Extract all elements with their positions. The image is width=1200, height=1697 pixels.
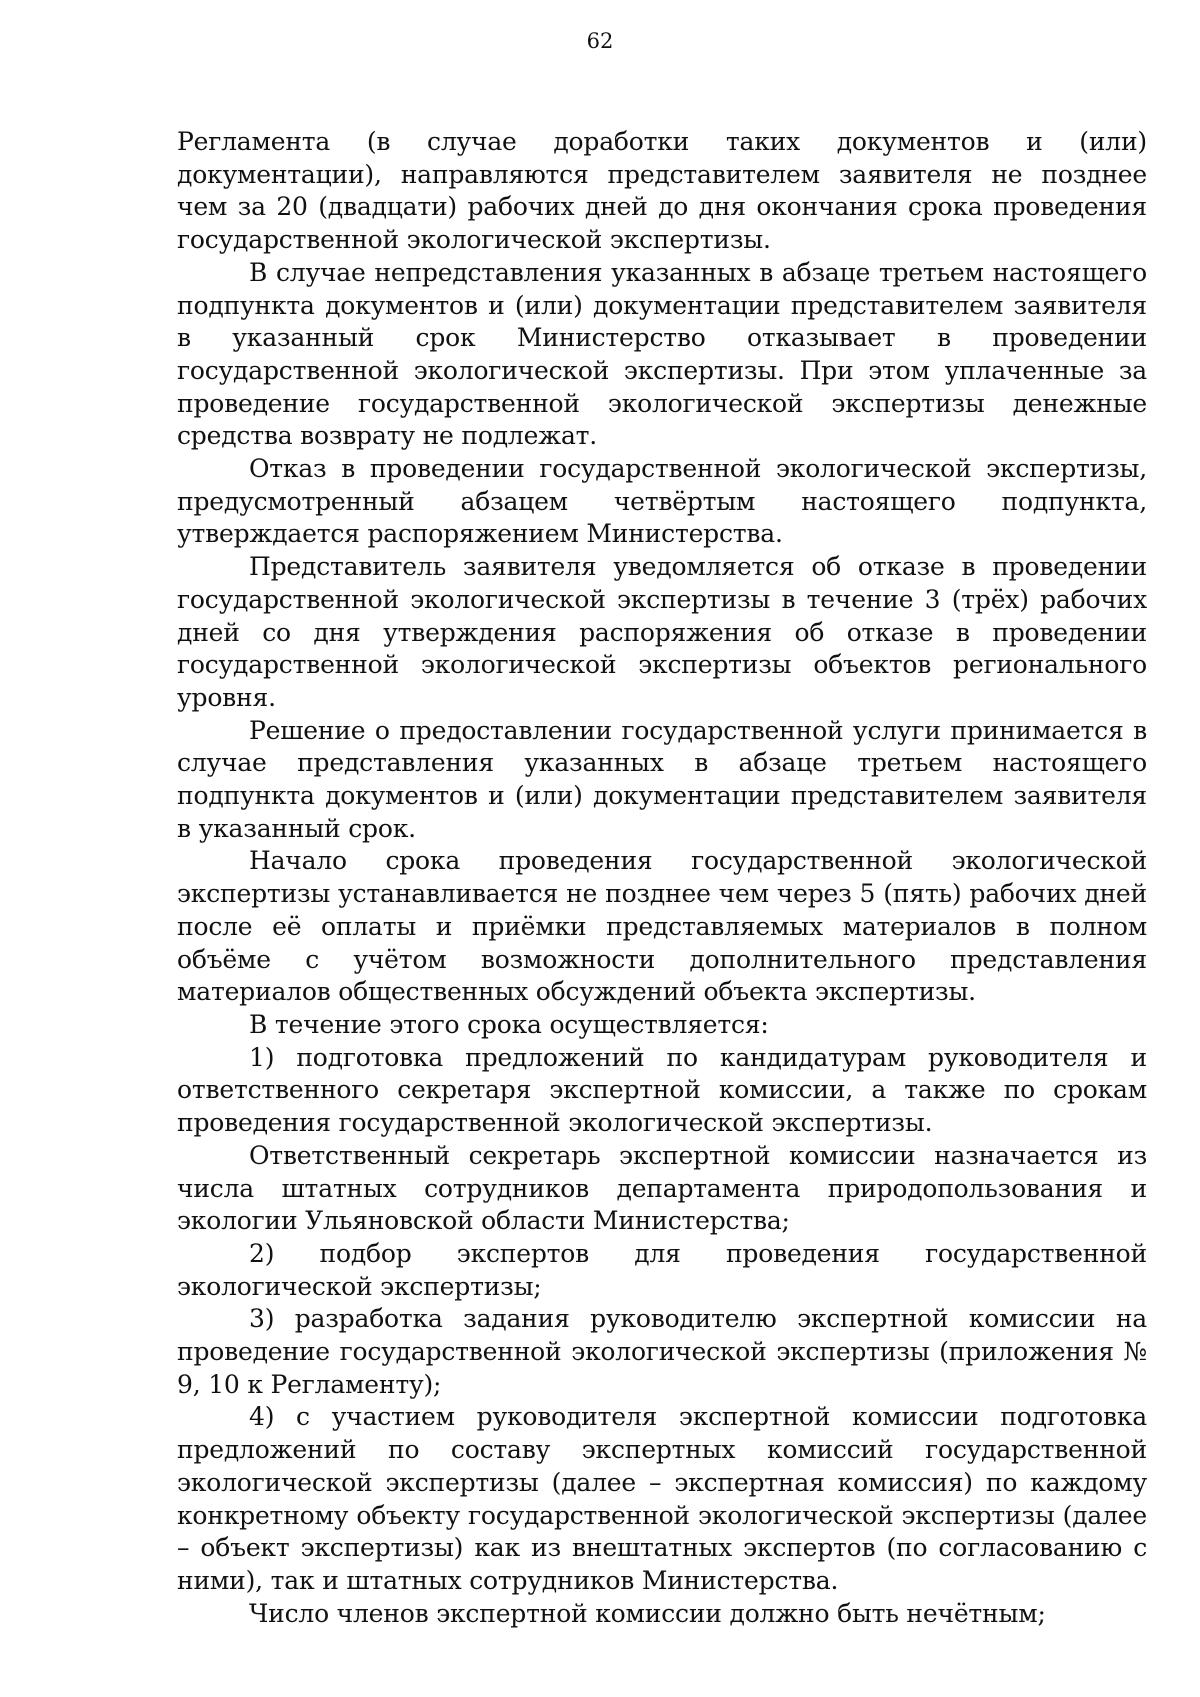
paragraph-during-term: В течение этого срока осуществляется:	[249, 1009, 769, 1039]
paragraph-decision: Решение о предоставлении государственной услуги принимается в случае представления указанных в абзаце третьем настоящего подпункта документов и (или) документации представителем заявителя в указанный срок.	[177, 715, 1147, 843]
paragraph-non-submission: В случае непредставления указанных в абзаце третьем настоящего подпункта документов и (или) документации представителем заявителя в указанный срок Министерство отказывает в проведении государственной экологической экспертизы. При этом уплаченные за проведение государственной экологической экспертизы денежные средства возврату не подлежат.	[177, 257, 1147, 451]
list-item-1: 1) подготовка предложений по кандидатурам руководителя и ответственного секретаря экспертной комиссии, а также по срокам проведения государственной экологической экспертизы.	[177, 1042, 1147, 1138]
paragraph-members-count: Число членов экспертной комиссии должно быть нечётным;	[249, 1598, 1046, 1628]
paragraph-start-term: Начало срока проведения государственной экологической экспертизы устанавливается не позднее чем через 5 (пять) рабочих дней после её оплаты и приёмки представляемых материалов в полном объёме с учётом возможности дополнительного представления материалов общественных обсуждений объекта экспертизы.	[177, 846, 1147, 1007]
paragraph-refusal: Отказ в проведении государственной экологической экспертизы, предусмотренный абзацем четвёртым настоящего подпункта, утверждается распоряжением Министерства.	[177, 454, 1147, 549]
paragraph-secretary: Ответственный секретарь экспертной комиссии назначается из числа штатных сотрудников департамента природопользования и экологии Ульяновской области Министерства;	[177, 1140, 1147, 1236]
list-item-2: 2) подбор экспертов для проведения государственной экологической экспертизы;	[177, 1238, 1147, 1301]
paragraph-continuation: Регламента (в случае доработки таких документов и (или) документации), направляются представителем заявителя не позднее чем за 20 (двадцати) рабочих дней до дня окончания срока проведения государственной экологической экспертизы.	[177, 127, 1147, 255]
page-number: 62	[586, 29, 614, 53]
document-body	[177, 126, 1147, 1630]
list-item-3: 3) разработка задания руководителю экспертной комиссии на проведение государственной экологической экспертизы (приложения № 9, 10 к Регламенту);	[177, 1304, 1147, 1399]
paragraph-notification: Представитель заявителя уведомляется об отказе в проведении государственной экологической экспертизы в течение 3 (трёх) рабочих дней со дня утверждения распоряжения об отказе в проведении государственной экологической экспертизы объектов регионального уровня.	[177, 552, 1147, 712]
list-item-4: 4) с участием руководителя экспертной комиссии подготовка предложений по составу экспертных комиссий государственной экологической экспертизы (далее – экспертная комиссия) по каждому конкретному объекту государственной экологической экспертизы (далее – объект экспертизы) как из внештатных экспертов (по согласованию с ними), так и штатных сотрудников Министерства.	[177, 1402, 1147, 1595]
